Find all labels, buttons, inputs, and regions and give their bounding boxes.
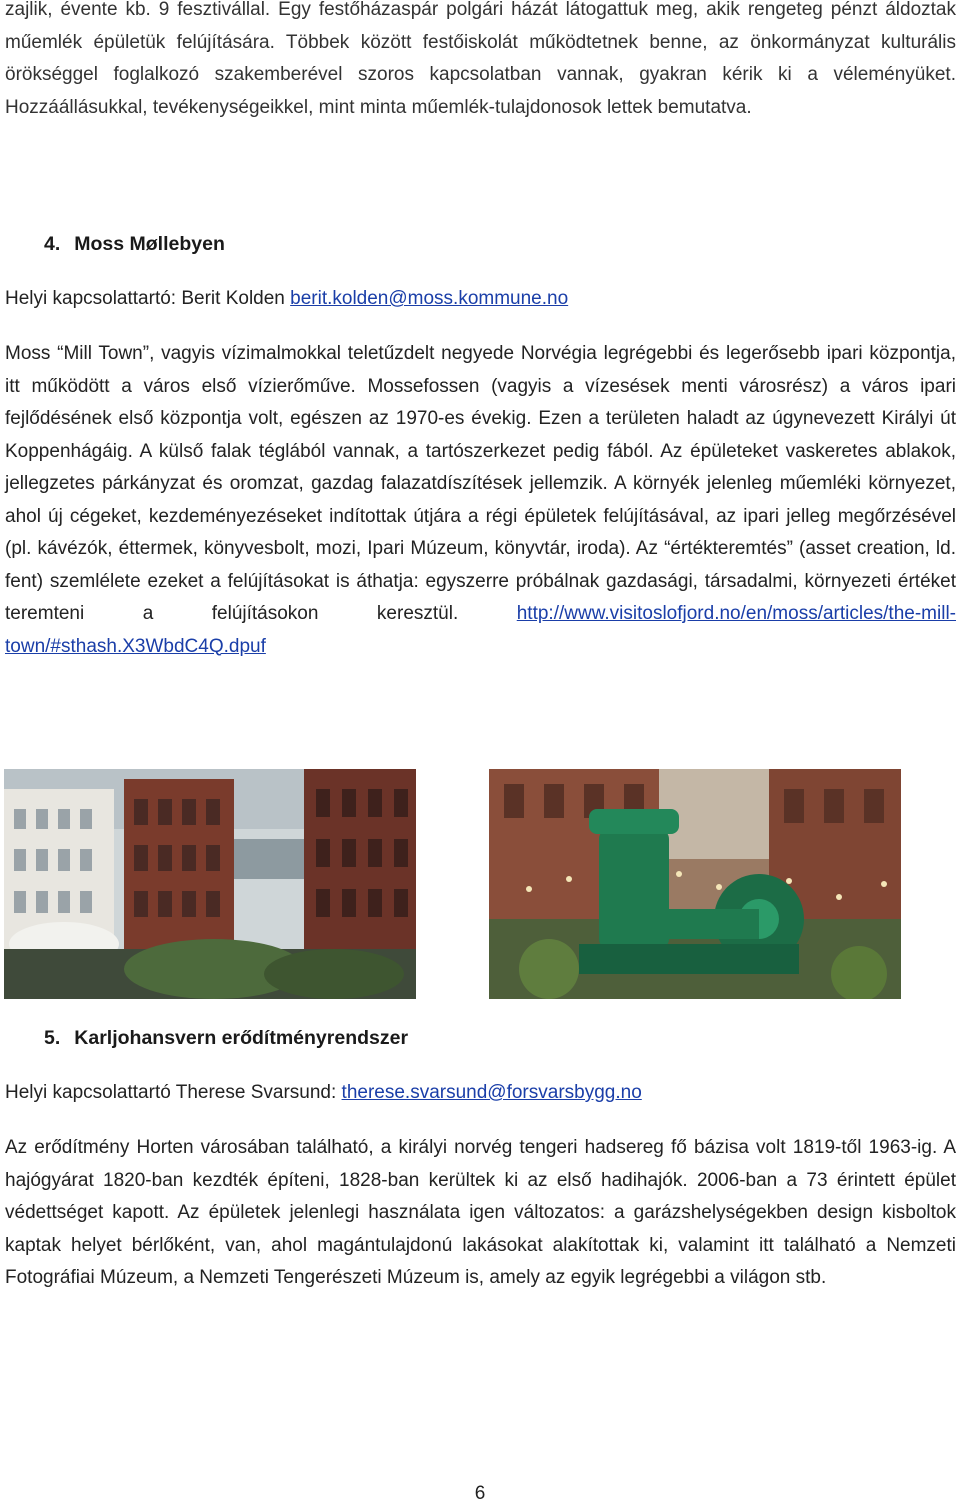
moss-green-machine-photo	[489, 769, 901, 999]
section-5-number: 5.	[44, 1027, 61, 1049]
section-4-url-link[interactable]: http://www.visitoslofjord.no/en/moss/articles/the-mill-town/#sthash.X3WbdC4Q.dpuf	[5, 603, 956, 657]
section-5-body: Az erődítmény Horten városában található, a királyi norvég tengeri hadsereg fő bázisa volt 1819-től 1963-ig. A hajógyárat 1820-ban kezdték építeni, 1828-ban kerültek ki az első hadihajók. 2006-ban a 73 érintett épület védettséget kapott. Az épületek jelenlegi használata igen változatos: a garázshelységekben design kisboltok kaptak helyet bérlőként, van, ahol magántulajdonú lakásokat alakítottak ki, valamint itt található a Nemzeti Fotográfiai Múzeum, a Nemzeti Tengerészeti Múzeum is, amely az egyik legrégebbi a világon stb.	[5, 1137, 956, 1288]
section-4-contact	[5, 288, 568, 310]
section-5-heading	[44, 1027, 408, 1050]
section-5-contact-email-link[interactable]: therese.svarsund@forsvarsbygg.no	[341, 1082, 642, 1103]
section-4-body-text: Moss “Mill Town”, vagyis vízimalmokkal teletűzdelt negyede Norvégia legrégebbi és legerősebb ipari központja, itt működött a város első vízierőműve. Mossefossen (vagyis a vízesések menti városrész) a város ipari fejlődésének első központja volt, egészen az 1970-es évekig. Ezen a területen haladt az úgynevezett Királyi út Koppenhágáig. A külső falak téglából vannak, a tartószerkezet pedig fából. Az épületeket vaskeretes ablakok, jellegzetes párkányzat és oromzat, gazdag falazatdíszítések jellemzik. A környék jelenleg műemléki környezet, ahol új cégeket, kezdeményezéseket indítottak útjára a régi épületek felújításával, az ipari jelleg megőrzésével (pl. kávézók, éttermek, könyvesbolt, mozi, Ipari Múzeum, könyvtár, iroda). Az “értékteremtés” (asset creation, ld. fent) szemlélete ezeket a felújításokat is áthatja: egyszerre próbálnak gazdasági, társadalmi, környezeti értéket teremteni a felújításokon keresztül.	[5, 343, 956, 624]
section-5-contact	[5, 1082, 642, 1104]
section-4-body	[5, 338, 956, 663]
section-4-number: 4.	[44, 233, 61, 255]
section-4-contact-label: Helyi kapcsolattartó: Berit Kolden	[5, 288, 291, 309]
section-4-contact-email-link[interactable]: berit.kolden@moss.kommune.no	[290, 288, 569, 309]
section-4-title: Moss Møllebyen	[74, 233, 225, 255]
section-4-heading	[44, 233, 225, 256]
moss-mill-buildings-photo	[4, 769, 416, 999]
intro-paragraph: zajlik, évente kb. 9 fesztivállal. Egy festőházaspár polgári házát látogattuk meg, akik rengeteg pénzt áldoztak műemlék épületük felújítására. Többek között festőiskolát működtetnek benne, az önkormányzat kulturális örökséggel foglalkozó szakemberével szoros kapcsolatban vannak, gyakran kérik ki a véleményüket. Hozzáállásukkal, tevékenységeikkel, mint minta műemlék-tulajdonosok lettek bemutatva.	[5, 0, 956, 118]
page-number: 6	[474, 1483, 486, 1504]
section-5-title: Karljohansvern erődítményrendszer	[74, 1027, 409, 1049]
section-5-contact-label: Helyi kapcsolattartó Therese Svarsund:	[5, 1082, 342, 1103]
